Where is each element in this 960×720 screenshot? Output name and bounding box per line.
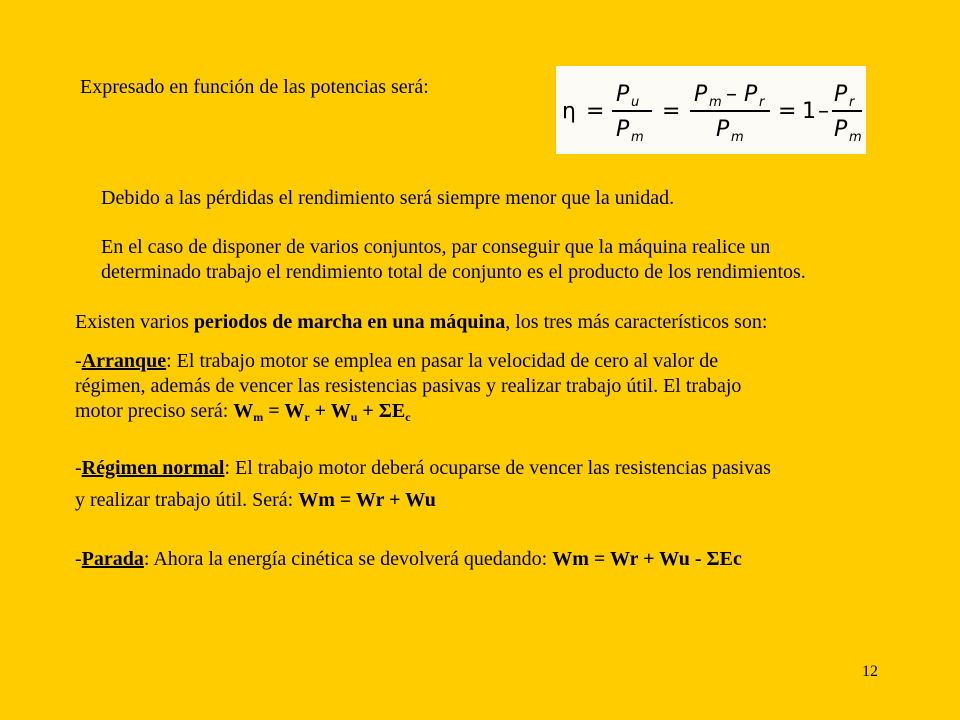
svg-text:r: r <box>759 95 765 110</box>
formula-pu: P <box>616 82 630 107</box>
arranque-equation: $W_m = W_r + W_u + \Sigma E_c$ <box>233 400 411 424</box>
sets-paragraph: En el caso de disponer de varios conjuntos, par conseguir que la máquina realice un determinado trabajo el rendimiento total de conjunto es el producto de los rendimientos. <box>101 236 806 283</box>
parada-term: Parada <box>81 548 144 570</box>
svg-text:P: P <box>834 82 848 107</box>
svg-text:u: u <box>631 95 640 110</box>
svg-text:P: P <box>744 82 758 107</box>
fraction-bar-3 <box>832 110 862 112</box>
svg-text:=: = <box>662 99 681 124</box>
regimen-line-1: -Régimen normal: El trabajo motor deberá ocuparse de vencer las resistencias pasivas <box>75 457 771 479</box>
svg-text:=: = <box>778 99 797 124</box>
regimen-term: Régimen normal <box>81 457 225 479</box>
svg-text:P: P <box>616 117 630 142</box>
formula-eta: η <box>562 99 576 124</box>
regimen-equation: Wm = Wr + Wu <box>298 489 436 511</box>
svg-text:–: – <box>726 82 737 107</box>
arranque-paragraph: -Arranque: El trabajo motor se emplea en pasar la velocidad de cero al valor de régimen, además de vencer las resistencias pasivas y realizar trabajo útil. El trabajo motor preciso será: $W_m = W_r + W_u + \Sigma E_c$ <box>75 350 742 424</box>
parada-equation: Wm = Wr + Wu - ΣEc <box>552 548 742 570</box>
svg-text:P: P <box>716 117 730 142</box>
svg-text:P: P <box>834 117 848 142</box>
efficiency-formula-image <box>556 66 866 154</box>
svg-text:P: P <box>694 82 708 107</box>
page-number: 12 <box>862 663 878 680</box>
svg-text:m: m <box>631 130 644 145</box>
regimen-line-2: y realizar trabajo útil. Será: Wm = Wr + Wu <box>75 489 436 511</box>
losses-paragraph: Debido a las pérdidas el rendimiento será siempre menor que la unidad. <box>101 187 675 209</box>
periods-intro: Existen varios periodos de marcha en una máquina, los tres más característicos son: <box>75 311 768 333</box>
svg-text:1: 1 <box>802 99 816 124</box>
svg-text:m: m <box>731 130 744 145</box>
svg-text:m: m <box>709 95 722 110</box>
svg-text:–: – <box>818 99 829 124</box>
parada-paragraph: -Parada: Ahora la energía cinética se devolverá quedando: Wm = Wr + Wu - ΣEc <box>75 548 742 570</box>
fraction-bar-1 <box>612 110 652 112</box>
svg-text:r: r <box>849 95 855 110</box>
formula-eq-1: = <box>586 99 605 124</box>
intro-text: Expresado en función de las potencias será: <box>80 76 429 98</box>
fraction-bar-2 <box>690 110 770 112</box>
arranque-term: Arranque <box>81 350 167 372</box>
svg-text:m: m <box>849 130 862 145</box>
